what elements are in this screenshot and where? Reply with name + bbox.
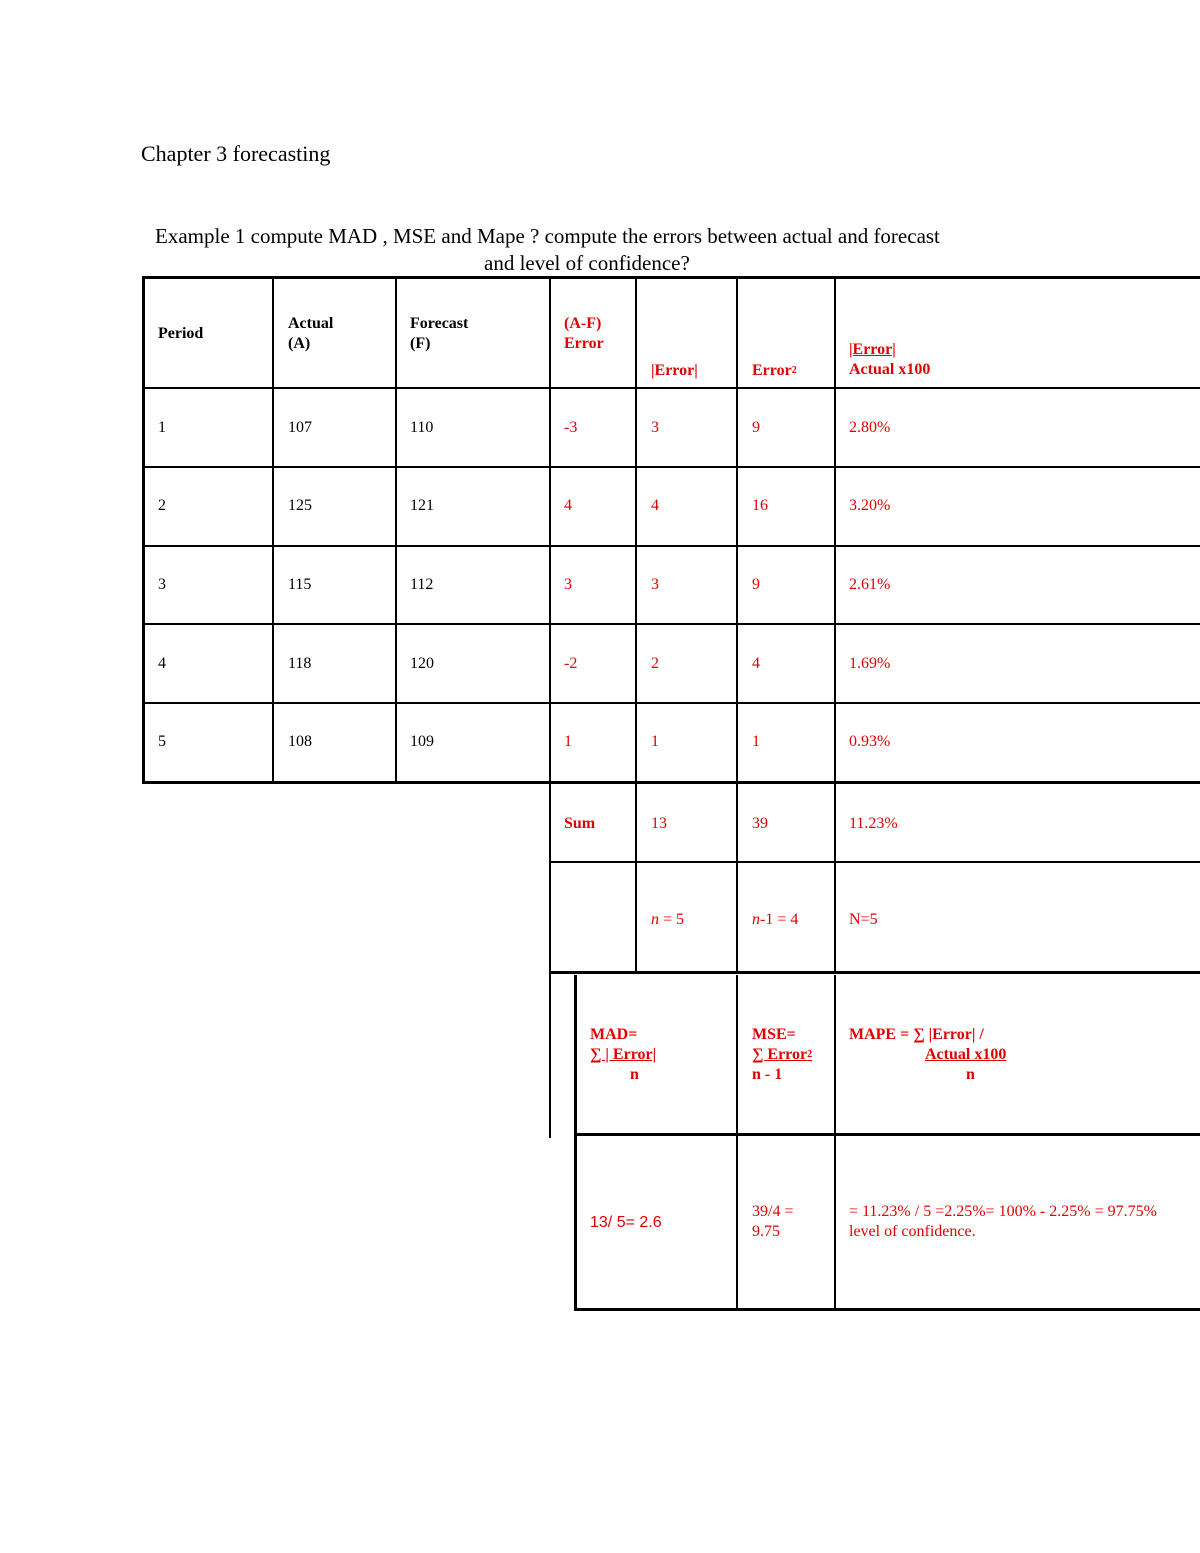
count-abs: n = 5 — [651, 911, 685, 928]
mad-formula: MAD= ∑ | Error| n — [590, 1026, 657, 1083]
mape-result: = 11.23% / 5 =2.25%= 100% - 2.25% = 97.75% level of confidence. — [849, 1203, 1157, 1240]
cell-sq-error: 4 — [752, 655, 760, 672]
cell-error: 1 — [564, 733, 572, 750]
cell-error: 3 — [564, 576, 572, 593]
cell-actual: 115 — [288, 576, 312, 593]
mse-formula: MSE= ∑ Error$^2$ n - 1 — [752, 1026, 813, 1083]
cell-forecast: 120 — [410, 655, 434, 672]
header-forecast: Forecast (F) — [410, 315, 469, 352]
cell-error: 4 — [564, 497, 572, 514]
sum-label: Sum — [564, 815, 596, 832]
sum-abs-error: 13 — [651, 815, 667, 832]
sum-sq-error: 39 — [752, 815, 768, 832]
cell-pct-error: 2.80% — [849, 419, 891, 436]
mse-result: 39/4 = 9.75 — [752, 1203, 794, 1240]
page-title: Chapter 3 forecasting — [141, 141, 331, 166]
cell-period: 1 — [158, 419, 166, 436]
cell-period: 3 — [158, 576, 166, 593]
cell-forecast: 109 — [410, 733, 434, 750]
cell-sq-error: 1 — [752, 733, 760, 750]
cell-period: 2 — [158, 497, 166, 514]
cell-forecast: 112 — [410, 576, 434, 593]
count-pct: N=5 — [849, 911, 878, 928]
count-sq: n-1 = 4 — [752, 911, 799, 928]
cell-abs-error: 3 — [651, 419, 659, 436]
header-pct-error: |Error| Actual x100 — [849, 341, 931, 378]
cell-sq-error: 16 — [752, 497, 768, 514]
cell-abs-error: 1 — [651, 733, 659, 750]
cell-actual: 107 — [288, 419, 312, 436]
question-line-1: Example 1 compute MAD , MSE and Mape ? compute the errors between actual and forecast — [155, 224, 940, 248]
cell-pct-error: 0.93% — [849, 733, 891, 750]
cell-error: -2 — [564, 655, 578, 672]
sum-pct-error: 11.23% — [849, 815, 898, 832]
question-line-2: and level of confidence? — [484, 251, 690, 275]
cell-pct-error: 1.69% — [849, 655, 891, 672]
mad-result: 13/ 5= 2.6 — [590, 1214, 662, 1231]
mape-formula: MAPE = ∑ |Error| / Actual x100 n — [849, 1026, 1007, 1083]
question-text — [0, 224, 1200, 284]
header-abs-error: |Error| — [651, 362, 698, 379]
cell-forecast: 110 — [410, 419, 434, 436]
header-actual: Actual (A) — [288, 315, 334, 352]
cell-actual: 125 — [288, 497, 312, 514]
cell-period: 5 — [158, 733, 166, 750]
header-sq-error: Error$^2$ — [752, 362, 797, 379]
cell-error: -3 — [564, 419, 578, 436]
cell-abs-error: 2 — [651, 655, 659, 672]
cell-pct-error: 3.20% — [849, 497, 891, 514]
cell-sq-error: 9 — [752, 419, 760, 436]
cell-actual: 118 — [288, 655, 312, 672]
cell-pct-error: 2.61% — [849, 576, 891, 593]
cell-abs-error: 4 — [651, 497, 659, 514]
cell-period: 4 — [158, 655, 166, 672]
cell-abs-error: 3 — [651, 576, 659, 593]
cell-actual: 108 — [288, 733, 312, 750]
cell-sq-error: 9 — [752, 576, 760, 593]
header-period: Period — [158, 325, 204, 342]
header-error: (A-F) Error — [564, 315, 604, 352]
cell-forecast: 121 — [410, 497, 434, 514]
